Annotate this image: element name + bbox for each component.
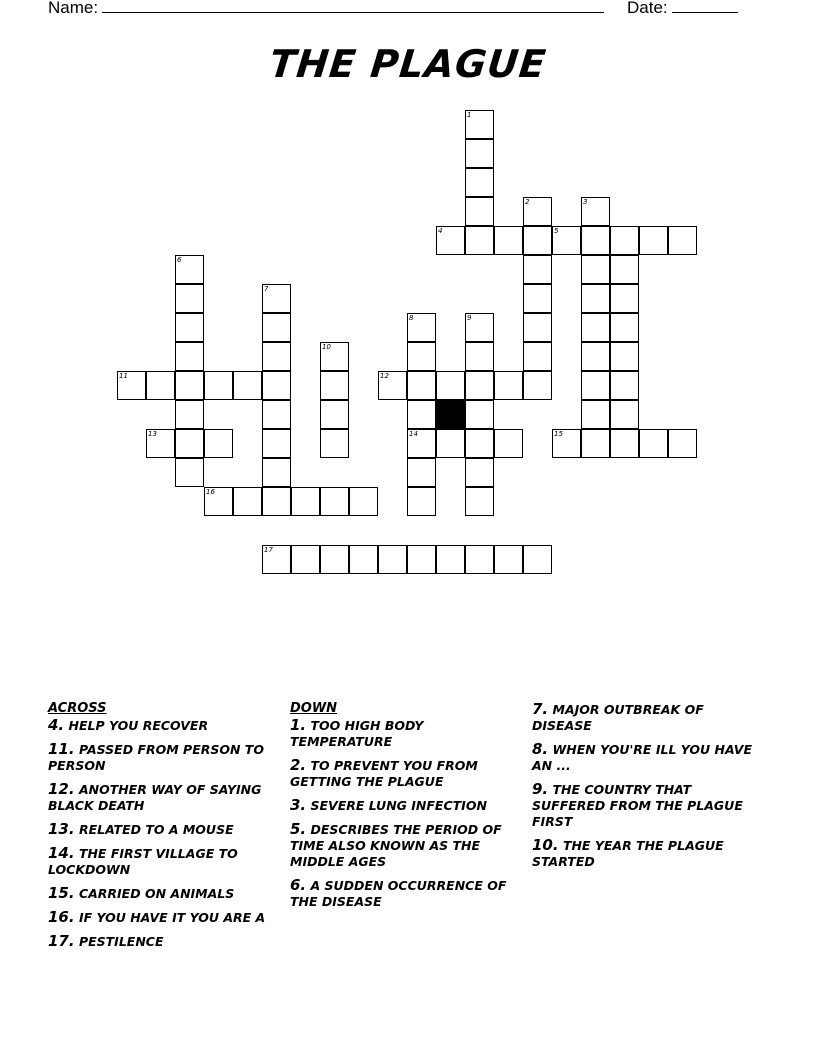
clue-across-16: 16. IF YOU HAVE IT YOU ARE A	[48, 908, 266, 926]
grid-cell[interactable]	[523, 197, 552, 226]
grid-cell[interactable]	[552, 226, 581, 255]
grid-cell[interactable]	[494, 226, 523, 255]
clue-down-7: 7. MAJOR OUTBREAK OF DISEASE	[532, 700, 704, 733]
grid-cell[interactable]	[523, 255, 552, 284]
grid-cell[interactable]	[436, 545, 465, 574]
grid-cell[interactable]	[465, 226, 494, 255]
clue-down-5: 5. DESCRIBES THE PERIOD OF TIME ALSO KNOWN AS THE MIDDLE AGES	[290, 820, 502, 869]
grid-cell[interactable]	[639, 429, 668, 458]
grid-cell[interactable]	[320, 342, 349, 371]
grid-cell[interactable]	[436, 371, 465, 400]
down-clues	[290, 701, 515, 917]
grid-cell[interactable]	[465, 545, 494, 574]
clue-number: 8	[409, 314, 414, 322]
grid-cell[interactable]	[494, 545, 523, 574]
grid-cell[interactable]	[436, 429, 465, 458]
grid-cell[interactable]	[465, 168, 494, 197]
clue-across-15: 15. CARRIED ON ANIMALS	[48, 884, 235, 902]
across-heading: ACROSS	[48, 701, 107, 716]
clue-number: 4	[438, 227, 443, 235]
down-clues-continued	[532, 701, 757, 877]
grid-cell[interactable]	[494, 429, 523, 458]
clue-across-13: 13. RELATED TO A MOUSE	[48, 820, 234, 838]
grid-cell[interactable]	[610, 284, 639, 313]
grid-cell[interactable]	[262, 284, 291, 313]
clue-number: 13	[148, 430, 157, 438]
grid-cell[interactable]	[581, 255, 610, 284]
clue-number: 12	[380, 372, 389, 380]
grid-cell[interactable]	[465, 458, 494, 487]
grid-cell[interactable]	[378, 371, 407, 400]
grid-cell[interactable]	[668, 226, 697, 255]
clue-number: 5	[554, 227, 559, 235]
clue-number: 11	[119, 372, 128, 380]
clue-down-3: 3. SEVERE LUNG INFECTION	[290, 796, 487, 814]
grid-cell[interactable]	[465, 371, 494, 400]
clue-across-11: 11. PASSED FROM PERSON TO PERSON	[48, 740, 264, 773]
grid-cell[interactable]	[581, 313, 610, 342]
grid-cell[interactable]	[407, 545, 436, 574]
grid-cell[interactable]	[407, 371, 436, 400]
grid-cell[interactable]	[262, 313, 291, 342]
grid-cell[interactable]	[581, 400, 610, 429]
grid-cell[interactable]	[465, 400, 494, 429]
grid-cell[interactable]	[639, 226, 668, 255]
clue-across-12: 12. ANOTHER WAY OF SAYING BLACK DEATH	[48, 780, 262, 813]
grid-cell[interactable]	[320, 429, 349, 458]
across-clues	[48, 701, 273, 957]
clue-number: 17	[264, 546, 273, 554]
grid-cell[interactable]	[349, 545, 378, 574]
grid-cell[interactable]	[523, 226, 552, 255]
grid-cell[interactable]	[262, 400, 291, 429]
grid-cell[interactable]	[523, 313, 552, 342]
grid-cell[interactable]	[610, 255, 639, 284]
grid-cell[interactable]	[465, 487, 494, 516]
grid-cell[interactable]	[494, 371, 523, 400]
grid-cell[interactable]	[175, 284, 204, 313]
grid-cell[interactable]	[407, 458, 436, 487]
name-label: Name:	[48, 0, 99, 17]
clue-number: 10	[322, 343, 331, 351]
clue-across-14: 14. THE FIRST VILLAGE TO LOCKDOWN	[48, 844, 238, 877]
clue-across-17: 17. PESTILENCE	[48, 932, 164, 950]
grid-cell[interactable]	[465, 110, 494, 139]
clue-number: 7	[264, 285, 269, 293]
grid-cell[interactable]	[262, 342, 291, 371]
grid-cell[interactable]	[291, 487, 320, 516]
clue-down-9: 9. THE COUNTRY THAT SUFFERED FROM THE PLAGUE FIRST	[532, 780, 743, 829]
clue-number: 1	[467, 111, 472, 119]
grid-cell[interactable]	[523, 545, 552, 574]
grid-cell[interactable]	[175, 429, 204, 458]
grid-cell[interactable]	[175, 371, 204, 400]
grid-cell[interactable]	[262, 429, 291, 458]
clue-number: 9	[467, 314, 472, 322]
grid-cell[interactable]	[407, 429, 436, 458]
grid-cell[interactable]	[610, 342, 639, 371]
grid-cell[interactable]	[610, 226, 639, 255]
grid-cell[interactable]	[291, 545, 320, 574]
clue-number: 14	[409, 430, 418, 438]
grid-cell[interactable]	[465, 197, 494, 226]
grid-cell[interactable]	[407, 313, 436, 342]
blocked-square	[436, 400, 465, 429]
grid-cell[interactable]	[175, 255, 204, 284]
grid-cell[interactable]	[204, 371, 233, 400]
grid-cell[interactable]	[204, 487, 233, 516]
grid-cell[interactable]	[233, 487, 262, 516]
grid-cell[interactable]	[175, 313, 204, 342]
grid-cell[interactable]	[175, 342, 204, 371]
grid-cell[interactable]	[436, 226, 465, 255]
clue-number: 6	[177, 256, 182, 264]
grid-cell[interactable]	[320, 545, 349, 574]
grid-cell[interactable]	[262, 487, 291, 516]
grid-cell[interactable]	[668, 429, 697, 458]
grid-cell[interactable]	[610, 429, 639, 458]
grid-cell[interactable]	[465, 139, 494, 168]
clue-down-8: 8. WHEN YOU'RE ILL YOU HAVE AN ...	[532, 740, 752, 773]
grid-cell[interactable]	[581, 197, 610, 226]
grid-cell[interactable]	[465, 429, 494, 458]
grid-cell[interactable]	[581, 342, 610, 371]
grid-cell[interactable]	[610, 400, 639, 429]
grid-cell[interactable]	[523, 284, 552, 313]
grid-cell[interactable]	[204, 429, 233, 458]
grid-cell[interactable]	[320, 371, 349, 400]
grid-cell[interactable]	[146, 371, 175, 400]
grid-cell[interactable]	[233, 371, 262, 400]
grid-cell[interactable]	[581, 226, 610, 255]
grid-cell[interactable]	[407, 400, 436, 429]
grid-cell[interactable]	[523, 371, 552, 400]
grid-cell[interactable]	[581, 371, 610, 400]
grid-cell[interactable]	[175, 400, 204, 429]
grid-cell[interactable]	[465, 342, 494, 371]
grid-cell[interactable]	[262, 458, 291, 487]
date-label: Date:	[627, 0, 668, 17]
clue-number: 16	[206, 488, 215, 496]
grid-cell[interactable]	[320, 487, 349, 516]
grid-cell[interactable]	[465, 313, 494, 342]
grid-cell[interactable]	[407, 342, 436, 371]
grid-cell[interactable]	[552, 429, 581, 458]
grid-cell[interactable]	[610, 313, 639, 342]
down-heading: DOWN	[290, 701, 338, 716]
grid-cell[interactable]	[378, 545, 407, 574]
clue-number: 15	[554, 430, 563, 438]
clue-down-6: 6. A SUDDEN OCCURRENCE OF THE DISEASE	[290, 876, 507, 909]
grid-cell[interactable]	[581, 284, 610, 313]
grid-cell[interactable]	[117, 371, 146, 400]
clue-down-1: 1. TOO HIGH BODY TEMPERATURE	[290, 716, 424, 749]
grid-cell[interactable]	[175, 458, 204, 487]
grid-cell[interactable]	[262, 545, 291, 574]
grid-cell[interactable]	[262, 371, 291, 400]
clue-number: 2	[525, 198, 530, 206]
clue-down-10: 10. THE YEAR THE PLAGUE STARTED	[532, 836, 724, 869]
grid-cell[interactable]	[146, 429, 175, 458]
clue-number: 3	[583, 198, 588, 206]
grid-cell[interactable]	[581, 429, 610, 458]
grid-cell[interactable]	[407, 487, 436, 516]
clue-down-2: 2. TO PREVENT YOU FROM GETTING THE PLAGUE	[290, 756, 478, 789]
grid-cell[interactable]	[610, 371, 639, 400]
page-title: THE PLAGUE	[267, 42, 549, 86]
grid-cell[interactable]	[349, 487, 378, 516]
grid-cell[interactable]	[523, 342, 552, 371]
clue-across-4: 4. HELP YOU RECOVER	[48, 716, 209, 734]
grid-cell[interactable]	[320, 400, 349, 429]
